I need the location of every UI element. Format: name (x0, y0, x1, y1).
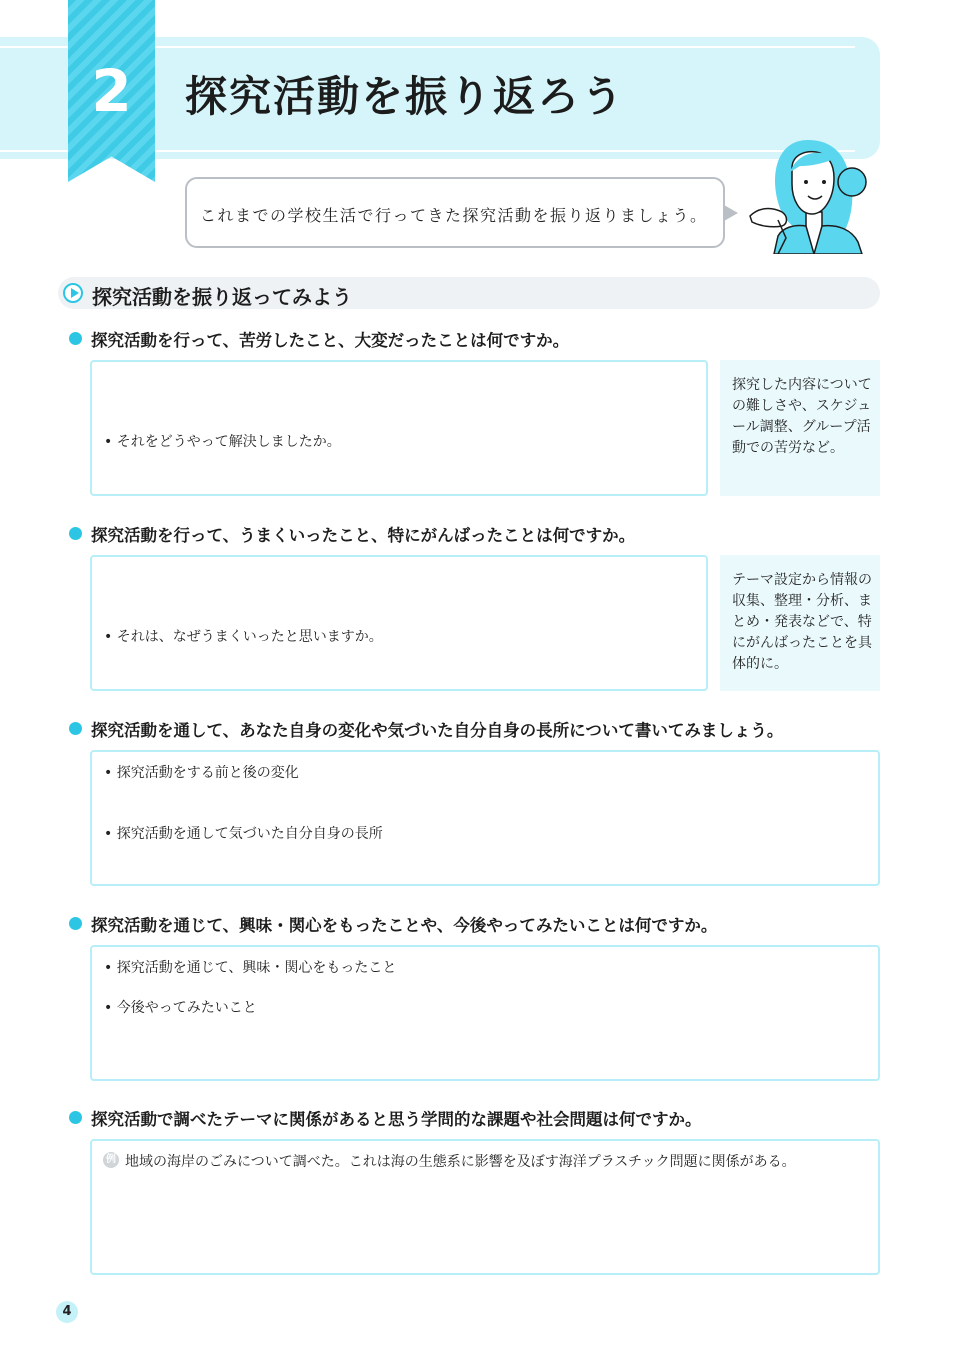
bullet-dot-icon (69, 917, 82, 930)
question-4-text: 探究活動を通じて、興味・関心をもったことや、今後やってみたいことは何ですか。 (91, 916, 718, 935)
answer-box-1[interactable] (90, 360, 708, 496)
bullet-dot-icon (69, 332, 82, 345)
bullet-dot-icon (69, 527, 82, 540)
bullet-dot-icon (69, 1111, 82, 1124)
hint-2-text: テーマ設定から情報の収集、整理・分析、まとめ・発表などで、特にがんばったことを具体的に。 (732, 572, 872, 672)
question-4-prompt-2: • 今後やってみたいこと (104, 1000, 257, 1016)
example-text: 地域の海岸のごみについて調べた。これは海の生態系に影響を及ぼす海洋プラスチック問題に関係がある。 (125, 1154, 796, 1170)
question-2-prompt: • それは、なぜうまくいったと思いますか。 (104, 629, 383, 645)
teacher-illustration-icon (748, 132, 878, 254)
question-4-prompt-1: • 探究活動を通じて、興味・関心をもったこと (104, 960, 397, 976)
hint-1-text: 探究した内容についての難しさや、スケジュール調整、グループ活動での苦労など。 (732, 377, 872, 456)
intro-text: これまでの学校生活で行ってきた探究活動を振り返りましょう。 (200, 206, 708, 225)
hint-box-1 (720, 360, 880, 496)
bullet-dot-icon (69, 722, 82, 735)
page-title: 探究活動を振り返ろう (185, 72, 626, 121)
question-1-prompt: • それをどうやって解決しましたか。 (104, 434, 341, 450)
speech-bubble-tail (724, 205, 738, 221)
play-circle-icon (63, 283, 83, 303)
hint-box-2 (720, 555, 880, 691)
question-3-prompt-2: • 探究活動を通して気づいた自分自身の長所 (104, 826, 383, 842)
question-5-text: 探究活動で調べたテーマに関係があると思う学問的な課題や社会問題は何ですか。 (91, 1110, 702, 1129)
example-badge-icon: 例 (103, 1152, 119, 1168)
question-2-text: 探究活動を行って、うまくいったこと、特にがんばったことは何ですか。 (91, 526, 636, 545)
page-number: 4 (56, 1301, 78, 1323)
question-3-text: 探究活動を通して、あなた自身の変化や気づいた自分自身の長所について書いてみましょう。 (91, 721, 784, 740)
question-3-prompt-1: • 探究活動をする前と後の変化 (104, 765, 299, 781)
question-1-text: 探究活動を行って、苦労したこと、大変だったことは何ですか。 (91, 331, 570, 350)
answer-box-2[interactable] (90, 555, 708, 691)
chapter-number: 2 (91, 57, 132, 125)
section-title: 探究活動を振り返ってみよう (92, 285, 352, 309)
